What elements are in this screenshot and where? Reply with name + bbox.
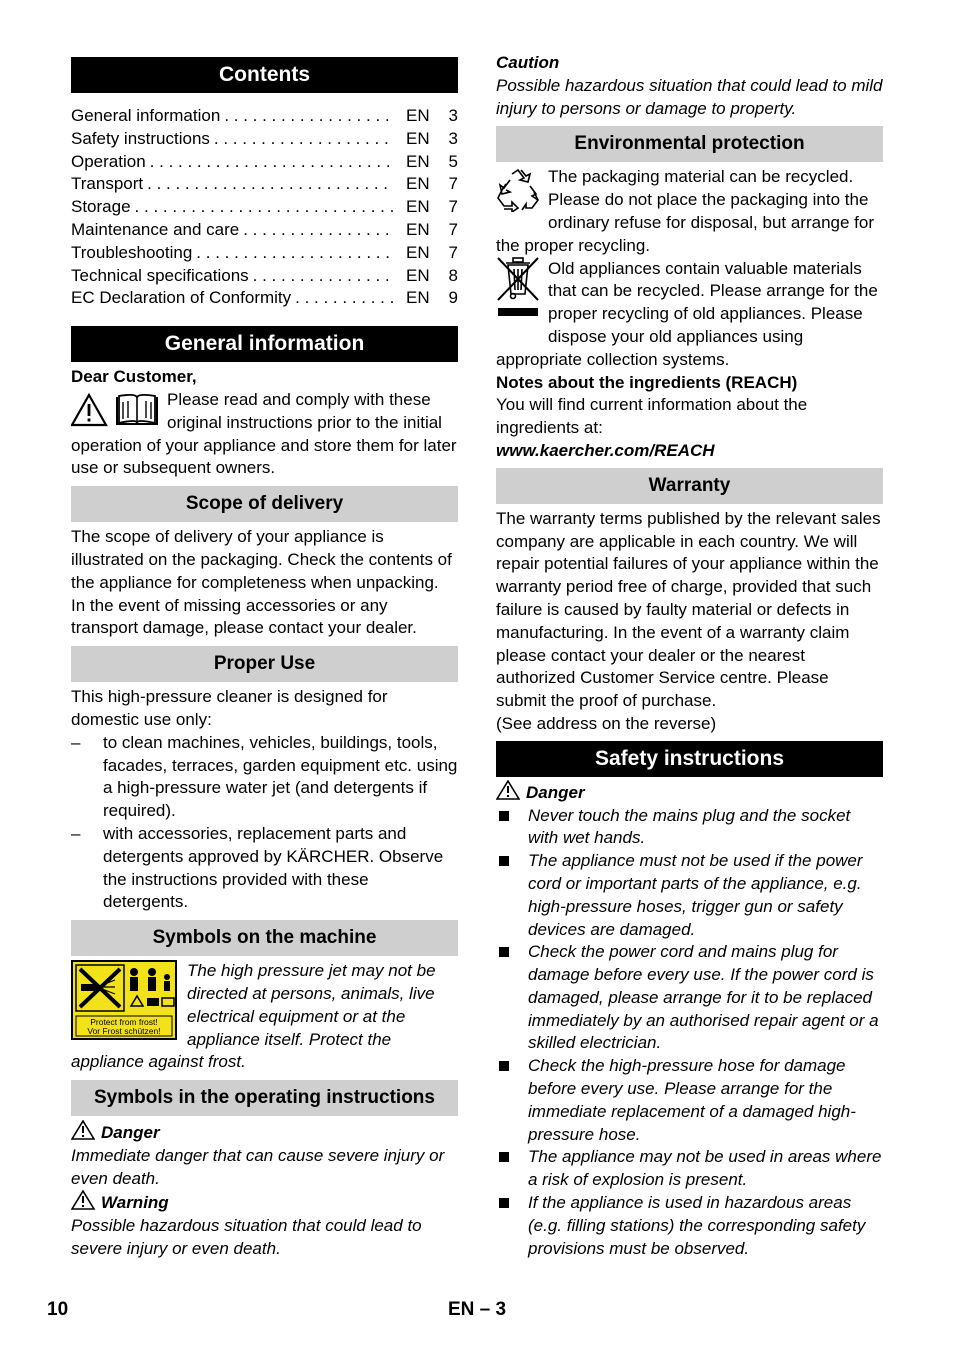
weee-icon-wrap [496,256,540,327]
caution-heading: Caution [496,53,560,72]
toc-row[interactable]: Storage . . . EN 7 [71,196,458,219]
toc-row[interactable]: Safety instructions . . . EN 3 [71,128,458,151]
caution-text: Possible hazardous situation that could lead to mild injury to persons or damage to property. [496,75,883,118]
table-of-contents [71,105,458,310]
label-line-1: Protect from frost! [90,1017,158,1028]
toc-row[interactable]: Technical specifications . . . EN 8 [71,265,458,288]
reach-text: You will find current information about the ingredients at: [496,395,808,438]
page-label: EN – 3 [448,1299,507,1320]
reach-heading: Notes about the ingredients (REACH) [496,372,798,392]
recycle-icon [496,168,540,212]
safety-instructions-heading: Safety instructions [496,741,883,777]
safety-danger-heading: Danger [496,780,883,805]
warranty-paragraph-1: The warranty terms published by the relevant sales company are applicable in each country. We will repair potential failures of your appliance within the warranty period free of charge, provided that such failure is caused by faulty material or defects in manufacturing. In the event of a warranty claim please contact your dealer or the nearest authorized Customer Service centre. Please submit the proof of purchase. [496,508,881,711]
proper-use-heading: Proper Use [71,646,458,682]
greeting: Dear Customer, [71,367,197,387]
toc-row[interactable]: EC Declaration of Conformity . . . EN 9 [71,287,458,310]
weee-text: Old appliances contain valuable materials that can be recycled. Please arrange for the proper recycling of old appliances. Please dispose your old appliances using appropriate collection systems. [496,258,878,369]
toc-row[interactable]: Transport . . . EN 7 [71,173,458,196]
list-item: Never touch the mains plug and the socket with wet hands. [496,805,883,851]
scope-paragraph-1: The scope of delivery of your appliance is illustrated on the packaging. Check the contents of the appliance for completeness when unpacking. [71,527,452,592]
list-item: – to clean machines, vehicles, buildings, tools, facades, terraces, garden equipment etc. using a high-pressure water jet (and detergents if required). [71,732,458,821]
list-item: – with accessories, replacement parts and detergents approved by KÄRCHER. Observe the instructions provided with these detergents. [71,823,444,912]
intro-text: Please read and comply with these original instructions prior to the initial operation of your appliance and store them for later use or subsequent owners. [71,389,457,478]
danger-text: Immediate danger that can cause severe injury or even death. [71,1145,445,1188]
no-spray-label-icon [71,960,177,1040]
scope-paragraph-2: In the event of missing accessories or any transport damage, please contact your dealer. [71,595,417,638]
list-item: Check the high-pressure hose for damage before every use. Please arrange for the immediate replacement of a damaged high-pressure hose. [496,1055,883,1146]
toc-row[interactable]: Troubleshooting . . . EN 7 [71,242,458,265]
toc-row[interactable]: Operation . . . EN 5 [71,151,458,174]
list-item: Check the power cord and mains plug for damage before every use. If the power cord is damaged, please arrange for it to be replaced immediately by an authorised repair agent or a skilled electrician. [496,941,883,1055]
list-item: The appliance must not be used if the power cord or important parts of the appliance, e.g. high-pressure hoses, trigger gun or safety devices are damaged. [496,850,883,941]
toc-row[interactable]: General information . . . EN 3 [71,105,458,128]
contents-heading: Contents [71,57,458,93]
read-manual-icons [71,393,159,434]
machine-warning-label [71,960,177,1047]
warning-triangle-icon [496,780,520,800]
recycle-text: The packaging material can be recycled. Please do not place the packaging into the ordinary refuse for disposal, but arrange for the proper recycling. [496,167,875,255]
scope-of-delivery-heading: Scope of delivery [71,486,458,522]
left-column [71,57,458,1261]
symbols-machine-heading: Symbols on the machine [71,920,458,956]
crossed-bin-icon [496,256,540,320]
warranty-heading: Warranty [496,468,883,504]
reach-link[interactable]: www.kaercher.com/REACH [496,440,715,460]
warning-book-icon [71,393,159,427]
right-column [496,52,883,1260]
warning-heading: Warning [71,1190,458,1215]
general-information-heading: General information [71,326,458,362]
symbols-ops-heading: Symbols in the operating instructions [71,1080,458,1116]
warning-triangle-icon [71,1120,95,1140]
label-line-2: Vor Frost schützen! [87,1026,161,1037]
danger-heading: Danger [71,1120,458,1145]
warranty-paragraph-2: (See address on the reverse) [496,713,717,733]
proper-use-intro: This high-pressure cleaner is designed for domestic use only: [71,687,388,729]
list-item: The appliance may not be used in areas where a risk of explosion is present. [496,1146,883,1192]
recycle-icon-wrap [496,168,540,219]
environmental-protection-heading: Environmental protection [496,126,883,162]
toc-row[interactable]: Maintenance and care . . . EN 7 [71,219,458,242]
warning-text: Possible hazardous situation that could lead to severe injury or even death. [71,1216,422,1259]
list-item: If the appliance is used in hazardous areas (e.g. filling stations) the corresponding safety provisions must be observed. [496,1192,883,1260]
page-number: 10 [47,1299,69,1320]
machine-symbol-text: The high pressure jet may not be directed at persons, animals, live electrical equipment or at the appliance itself. Protect the appliance against frost. [71,961,436,1072]
warning-triangle-icon [71,1190,95,1210]
